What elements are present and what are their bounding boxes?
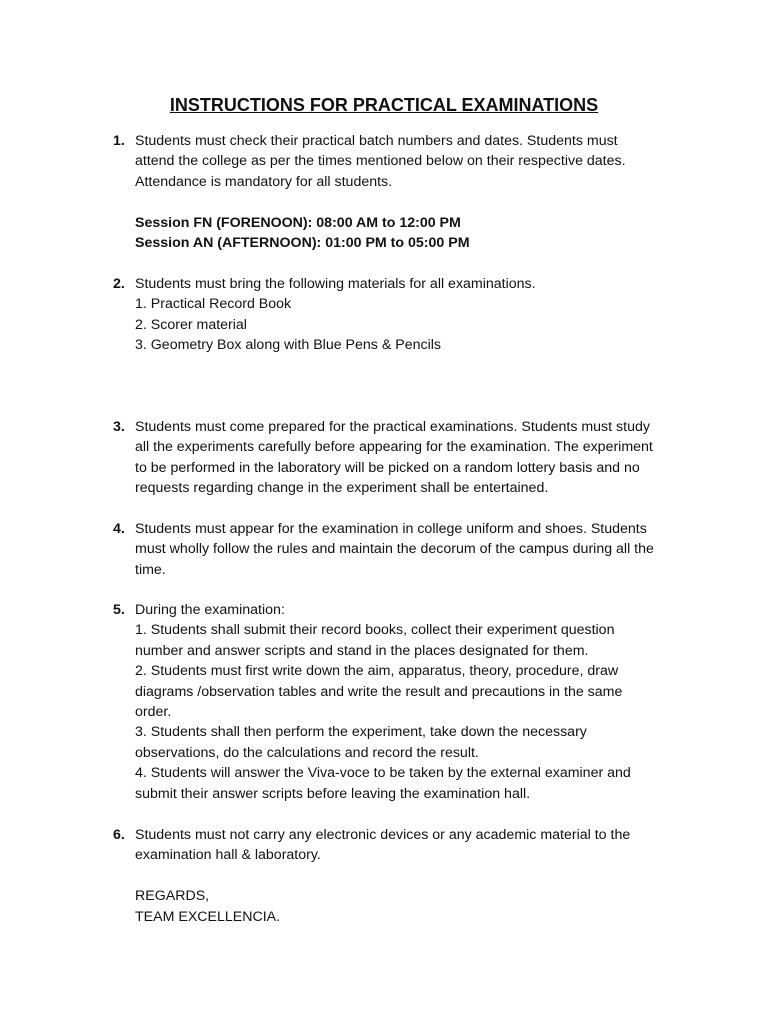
item-number: 5. [113,602,125,618]
session-fn: Session FN (FORENOON): 08:00 AM to 12:00 PM [135,214,461,231]
instruction-item-1 [113,131,683,253]
item-line: all the experiments carefully before appearing for the examination. The experiment [135,439,653,456]
item-line: order. [135,704,172,721]
instruction-item-3 [113,417,683,499]
item-line: attend the college as per the times mentioned below on their respective dates. [135,153,626,170]
item-line: diagrams /observation tables and write the result and precautions in the same [135,683,623,700]
closing-regards: REGARDS, [135,888,210,905]
item-line: Students must come prepared for the practical examinations. Students must study [135,419,650,435]
item-line: Students must appear for the examination in college uniform and shoes. Students [135,521,647,537]
document-title: INSTRUCTIONS FOR PRACTICAL EXAMINATIONS [169,95,599,115]
item-line: 3. Geometry Box along with Blue Pens & Pencils [135,337,441,354]
item-line: Attendance is mandatory for all students. [135,173,393,190]
item-line: Students must not carry any electronic devices or any academic material to the [135,827,631,843]
instruction-item-6 [113,825,683,927]
item-number: 2. [113,276,125,292]
item-line: 4. Students will answer the Viva-voce to be taken by the external examiner and [135,765,631,782]
item-number: 3. [113,419,125,435]
session-an: Session AN (AFTERNOON): 01:00 PM to 05:00 PM [135,235,470,252]
item-line: to be performed in the laboratory will be picked on a random lottery basis and no [135,459,640,476]
item-line: requests regarding change in the experiment shall be entertained. [135,480,549,497]
item-line: time. [135,561,166,578]
item-line: 2. Scorer material [135,316,247,333]
item-number: 4. [113,521,125,537]
item-line: 1. Practical Record Book [135,296,292,313]
closing-team: TEAM EXCELLENCIA. [135,908,281,925]
item-line: Students must check their practical batch numbers and dates. Students must [135,133,618,149]
item-line: During the examination: [135,602,285,618]
instruction-item-5 [113,600,683,804]
item-line: 3. Students shall then perform the experiment, take down the necessary [135,724,587,741]
item-line: observations, do the calculations and record the result. [135,744,479,761]
instruction-item-4 [113,519,683,580]
item-line: must wholly follow the rules and maintain the decorum of the campus during all the [135,541,654,558]
item-line: examination hall & laboratory. [135,847,321,864]
item-line: 2. Students must first write down the aim, apparatus, theory, procedure, draw [135,663,619,680]
item-line: submit their answer scripts before leaving the examination hall. [135,785,531,802]
item-line: 1. Students shall submit their record books, collect their experiment question [135,622,615,639]
item-number: 6. [113,827,125,843]
instruction-item-2 [113,274,683,356]
item-line: Students must bring the following materials for all examinations. [135,276,536,292]
item-number: 1. [113,133,125,149]
item-line: number and answer scripts and stand in the places designated for them. [135,642,589,659]
